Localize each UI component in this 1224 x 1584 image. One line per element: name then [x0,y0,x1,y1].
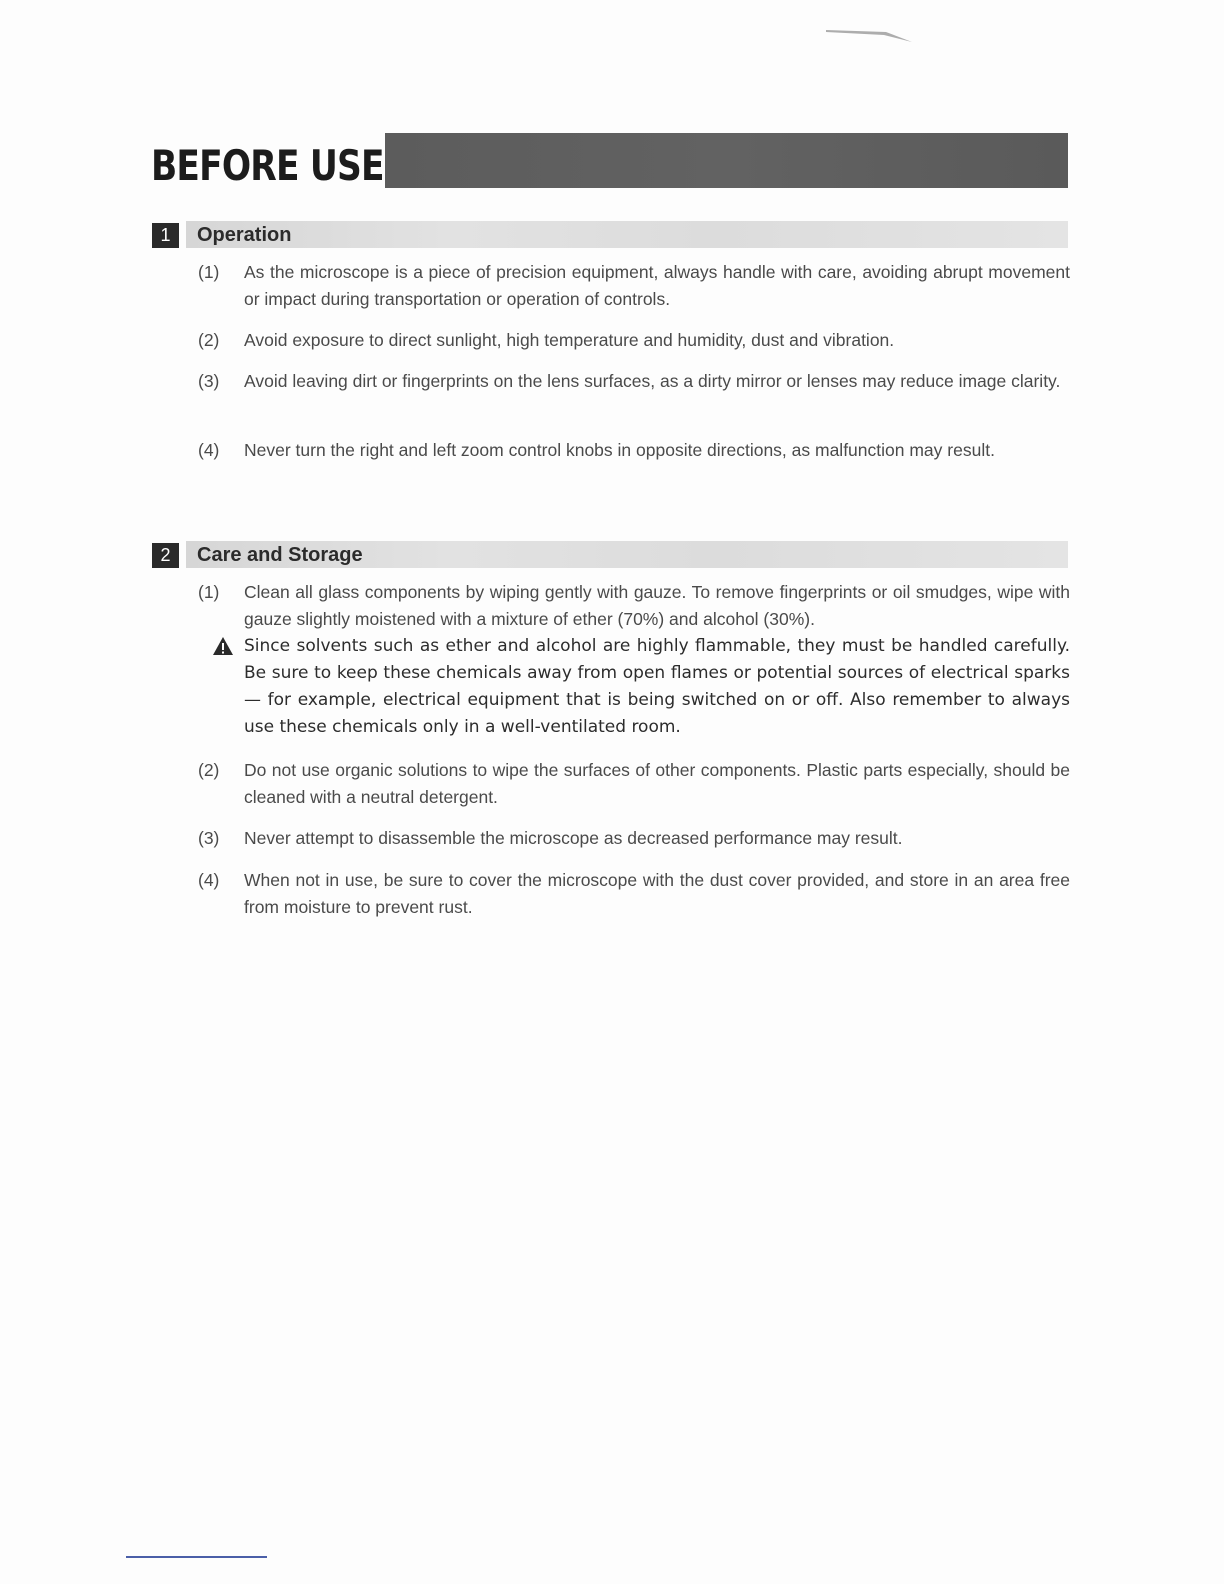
list-item [198,579,1070,633]
list-item [198,327,1070,354]
item-number: (3) [198,828,220,848]
list-item [198,867,1070,921]
item-text: As the microscope is a piece of precision equipment, always handle with care, avoiding abrupt movement or impact during transportation or operation of controls. [244,262,1070,309]
item-number: (1) [198,582,220,602]
item-text: Never attempt to disassemble the microscope as decreased performance may result. [244,828,903,848]
list-item [198,757,1070,811]
item-text: When not in use, be sure to cover the microscope with the dust cover provided, and store in an area free from moisture to prevent rust. [244,870,1070,917]
warning-text: Since solvents such as ether and alcohol are highly flammable, they must be handled carefully. Be sure to keep these chemicals away from open flames or potential sources of electrical sparks — for example, electrical equipment that is being switched on or off. Also remember to always use these chemicals only in a well-ventilated room. [244,636,1070,737]
section-title: Care and Storage [197,544,363,566]
scan-artifact-mark [826,26,912,44]
list-item [198,368,1070,395]
item-number: (2) [198,330,220,350]
list-item [198,825,1070,852]
warning-triangle-icon [212,636,234,656]
item-text: Do not use organic solutions to wipe the surfaces of other components. Plastic parts especially, should be cleaned with a neutral detergent. [244,760,1070,807]
footer-rule [126,1556,267,1558]
section-number-badge: 1 [152,223,179,248]
section-header-care-and-storage [152,541,1068,568]
item-text: Avoid leaving dirt or fingerprints on the lens surfaces, as a dirty mirror or lenses may reduce image clarity. [244,371,1061,391]
item-number: (3) [198,371,220,391]
item-text: Clean all glass components by wiping gently with gauze. To remove fingerprints or oil smudges, wipe with gauze slightly moistened with a mixture of ether (70%) and alcohol (30%). [244,582,1070,629]
section-title: Operation [197,224,292,246]
warning-note [212,633,1070,741]
item-number: (4) [198,440,220,460]
section-number-badge: 2 [152,543,179,568]
list-item [198,437,1070,464]
list-item [198,259,1070,313]
item-number: (1) [198,262,220,282]
title-bar [385,133,1068,188]
item-text: Never turn the right and left zoom control knobs in opposite directions, as malfunction may result. [244,440,995,460]
item-text: Avoid exposure to direct sunlight, high temperature and humidity, dust and vibration. [244,330,895,350]
section-header-operation [152,221,1068,248]
item-number: (4) [198,870,220,890]
page-title: BEFORE USE [151,141,384,190]
item-number: (2) [198,760,220,780]
section-band [186,221,1068,248]
